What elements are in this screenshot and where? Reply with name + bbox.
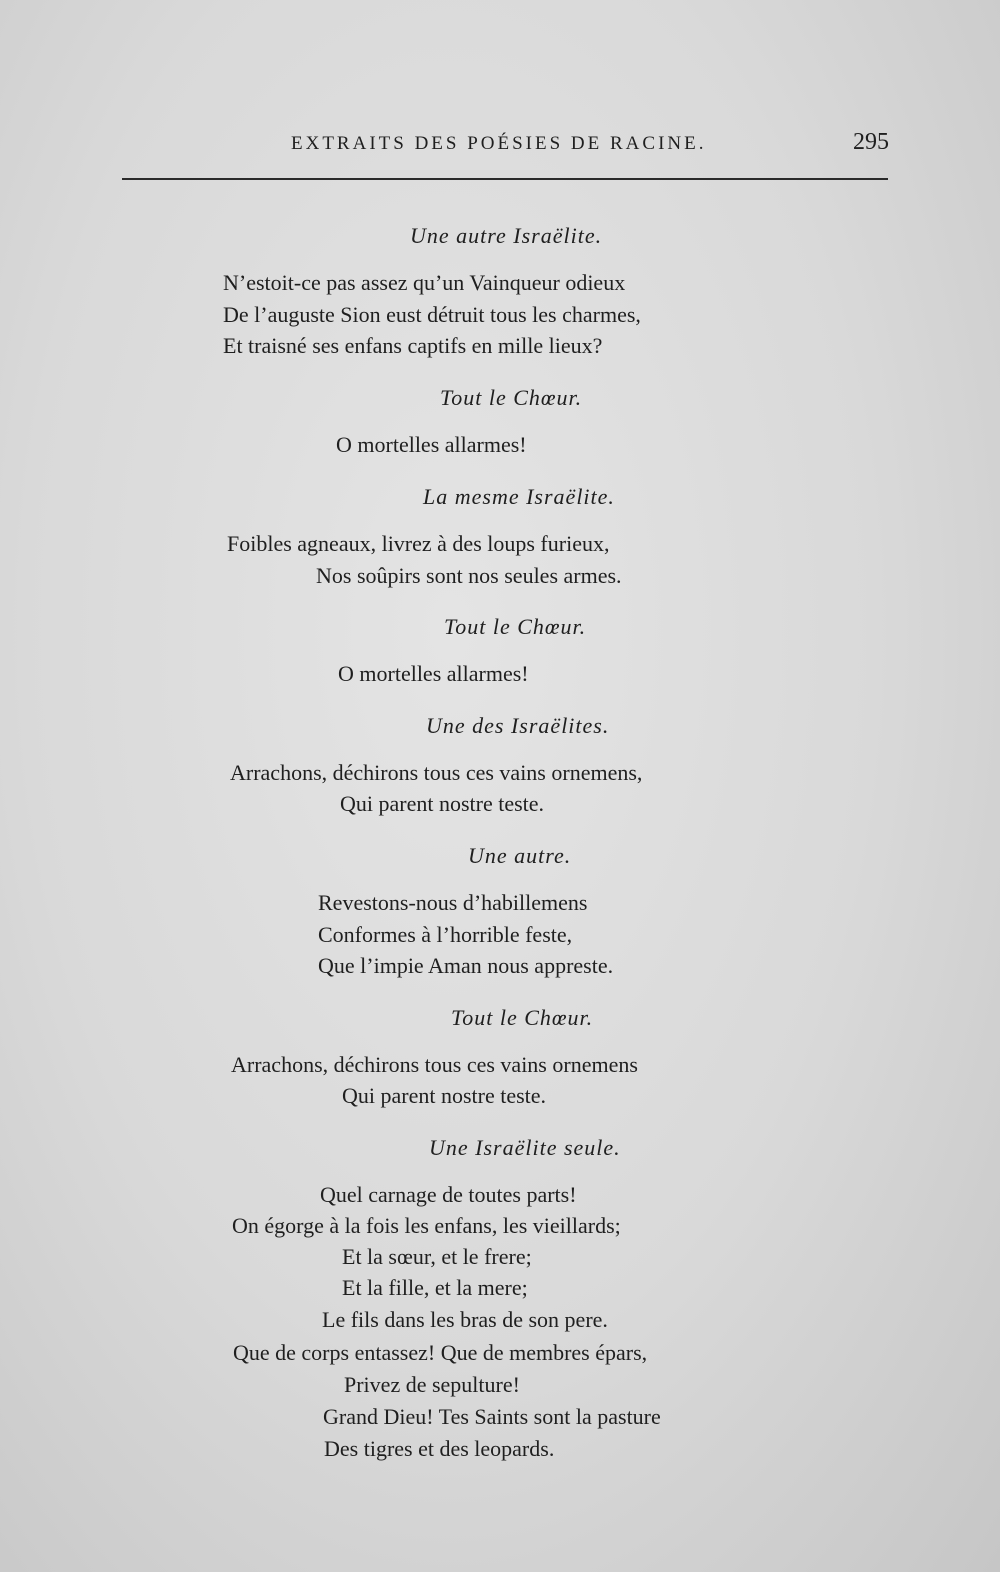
verse-line: Nos soûpirs sont nos seules armes. — [316, 563, 622, 588]
verse-line: O mortelles allarmes! — [338, 661, 529, 686]
verse-line: O mortelles allarmes! — [336, 432, 527, 457]
speaker-heading: Une des Israëlites. — [426, 713, 610, 738]
verse-line: Revestons-nous d’habillemens — [318, 890, 588, 915]
verse-line: Que l’impie Aman nous appreste. — [318, 953, 614, 978]
speaker-heading: La mesme Israëlite. — [423, 484, 615, 509]
verse-line: Qui parent nostre teste. — [342, 1083, 547, 1108]
speaker-heading: Tout le Chœur. — [440, 385, 583, 410]
speaker-heading: Une Israëlite seule. — [429, 1135, 621, 1160]
verse-line: Et la sœur, et le frere; — [342, 1244, 532, 1269]
verse-line: Quel carnage de toutes parts! — [320, 1182, 577, 1207]
verse-line: Conformes à l’horrible feste, — [318, 922, 573, 947]
verse-line: Qui parent nostre teste. — [340, 791, 545, 816]
verse-line: Arrachons, déchirons tous ces vains ornemens — [231, 1052, 638, 1077]
page-number: 295 — [853, 129, 889, 155]
verse-line: Foibles agneaux, livrez à des loups furieux, — [227, 531, 610, 556]
verse-line: Arrachons, déchirons tous ces vains ornemens, — [230, 760, 643, 785]
verse-line: Et la fille, et la mere; — [342, 1275, 528, 1300]
verse-line: De l’auguste Sion eust détruit tous les charmes, — [223, 302, 641, 327]
header-rule — [122, 178, 888, 180]
verse-line: Que de corps entassez! Que de membres épars, — [233, 1340, 648, 1365]
verse-line: Le fils dans les bras de son pere. — [322, 1307, 608, 1332]
speaker-heading: Une autre Israëlite. — [410, 223, 603, 248]
verse-line: Des tigres et des leopards. — [324, 1436, 555, 1461]
verse-line: N’estoit-ce pas assez qu’un Vainqueur odieux — [223, 270, 626, 295]
verse-line: Privez de sepulture! — [344, 1372, 520, 1397]
verse-line: On égorge à la fois les enfans, les vieillards; — [232, 1213, 621, 1238]
speaker-heading: Une autre. — [468, 843, 572, 868]
verse-line: Et traisné ses enfans captifs en mille lieux? — [223, 333, 603, 358]
speaker-heading: Tout le Chœur. — [451, 1005, 594, 1030]
verse-line: Grand Dieu! Tes Saints sont la pasture — [323, 1404, 661, 1429]
running-title: EXTRAITS DES POÉSIES DE RACINE. — [291, 133, 707, 154]
speaker-heading: Tout le Chœur. — [444, 614, 587, 639]
